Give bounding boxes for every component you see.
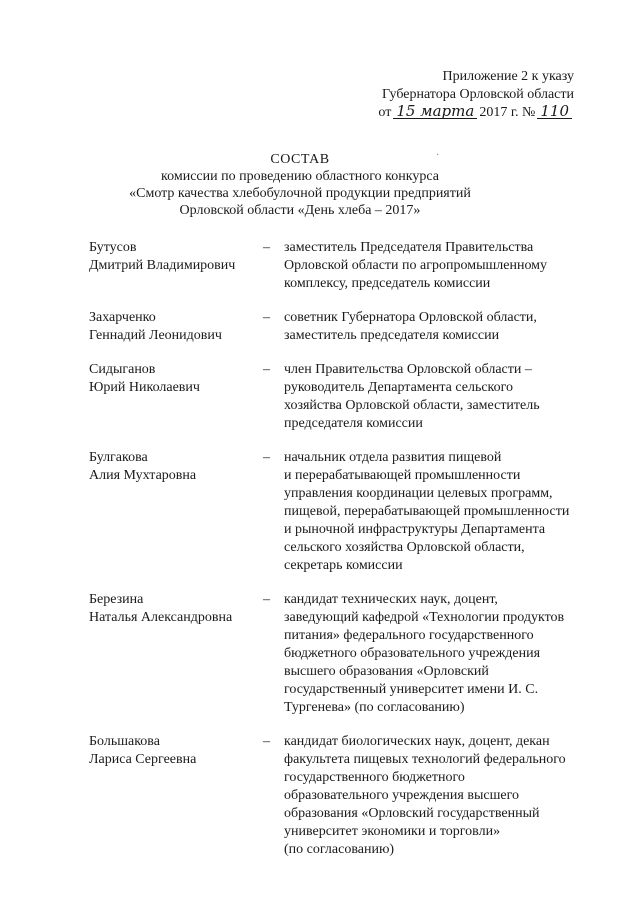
role-line: член Правительства Орловской области – — [284, 362, 532, 377]
role-line: Тургенева» (по согласованию) — [284, 700, 465, 715]
member-surname: Большакова — [89, 734, 160, 749]
member-role — [284, 239, 594, 293]
role-line: государственный университет имени И. С. — [284, 682, 539, 697]
member-role — [284, 361, 594, 433]
title-line-1: комиссии по проведению областного конкурса — [161, 169, 439, 184]
role-line: секретарь комиссии — [284, 558, 403, 573]
document-title — [70, 151, 530, 219]
appendix-date-line — [378, 104, 574, 122]
role-line: кандидат биологических наук, доцент, декан — [284, 734, 550, 749]
member-surname: Захарченко — [89, 310, 156, 325]
member-name — [89, 449, 259, 485]
appendix-line-2: Губернатора Орловской области — [381, 87, 574, 102]
member-given-name: Дмитрий Владимирович — [89, 258, 236, 273]
role-line: факультета пищевых технологий федерального — [284, 752, 566, 767]
role-line: руководитель Департамента сельского — [284, 380, 514, 395]
member-surname: Булгакова — [89, 450, 148, 465]
member-dash: – — [263, 240, 270, 255]
role-line: управления координации целевых программ, — [284, 486, 553, 501]
role-line: заместитель Председателя Правительства — [284, 240, 534, 255]
role-line: образования «Орловский государственный — [284, 806, 540, 821]
role-line: Орловской области по агропромышленному — [284, 258, 548, 273]
member-dash: – — [263, 310, 270, 325]
role-line: государственного бюджетного — [284, 770, 465, 785]
member-given-name: Геннадий Леонидович — [89, 328, 222, 343]
member-entry — [0, 309, 640, 345]
role-line: образовательного учреждения высшего — [284, 788, 519, 803]
role-line: высшего образования «Орловский — [284, 664, 489, 679]
member-entry — [0, 361, 640, 433]
member-surname: Березина — [89, 592, 144, 607]
member-name — [89, 309, 259, 345]
commission-member-list — [0, 239, 640, 875]
member-entry — [0, 449, 640, 575]
member-entry — [0, 733, 640, 859]
member-name — [89, 361, 259, 397]
role-line: питания» федерального государственного — [284, 628, 534, 643]
title-line-3: Орловской области «День хлеба – 2017» — [179, 203, 421, 218]
member-surname: Сидыганов — [89, 362, 156, 377]
role-line: (по согласованию) — [284, 842, 395, 857]
date-prefix: от — [378, 105, 392, 120]
member-surname: Бутусов — [89, 240, 137, 255]
handwritten-number: 110 — [537, 104, 572, 119]
role-line: пищевой, перерабатывающей промышленности — [284, 504, 570, 519]
role-line: сельского хозяйства Орловской области, — [284, 540, 525, 555]
member-dash: – — [263, 734, 270, 749]
member-name — [89, 239, 259, 275]
member-dash: – — [263, 450, 270, 465]
scan-mark: · — [436, 150, 440, 161]
role-line: комплексу, председатель комиссии — [284, 276, 491, 291]
member-entry — [0, 239, 640, 293]
title-heading: СОСТАВ — [270, 152, 330, 167]
appendix-line-1: Приложение 2 к указу — [442, 69, 574, 84]
member-role — [284, 449, 594, 575]
member-given-name: Лариса Сергеевна — [89, 752, 197, 767]
role-line: хозяйства Орловской области, заместитель — [284, 398, 540, 413]
member-given-name: Наталья Александровна — [89, 610, 233, 625]
role-line: и перерабатывающей промышленности — [284, 468, 521, 483]
member-given-name: Юрий Николаевич — [89, 380, 200, 395]
role-line: заведующий кафедрой «Технологии продуктов — [284, 610, 565, 625]
year-number-label: 2017 г. № — [479, 105, 536, 120]
role-line: университет экономики и торговли» — [284, 824, 501, 839]
member-role — [284, 733, 594, 859]
role-line: и рыночной инфраструктуры Департамента — [284, 522, 546, 537]
title-line-2: «Смотр качества хлебобулочной продукции предприятий — [129, 186, 471, 201]
member-given-name: Алия Мухтаровна — [89, 468, 197, 483]
member-role — [284, 591, 594, 717]
member-name — [89, 733, 259, 769]
handwritten-date: 15 марта — [393, 104, 477, 119]
role-line: председателя комиссии — [284, 416, 423, 431]
role-line: бюджетного образовательного учреждения — [284, 646, 541, 661]
role-line: советник Губернатора Орловской области, — [284, 310, 537, 325]
role-line: начальник отдела развития пищевой — [284, 450, 502, 465]
appendix-header — [378, 68, 574, 122]
member-dash: – — [263, 362, 270, 377]
member-name — [89, 591, 259, 627]
role-line: заместитель председателя комиссии — [284, 328, 500, 343]
role-line: кандидат технических наук, доцент, — [284, 592, 498, 607]
member-entry — [0, 591, 640, 717]
member-role — [284, 309, 594, 345]
member-dash: – — [263, 592, 270, 607]
